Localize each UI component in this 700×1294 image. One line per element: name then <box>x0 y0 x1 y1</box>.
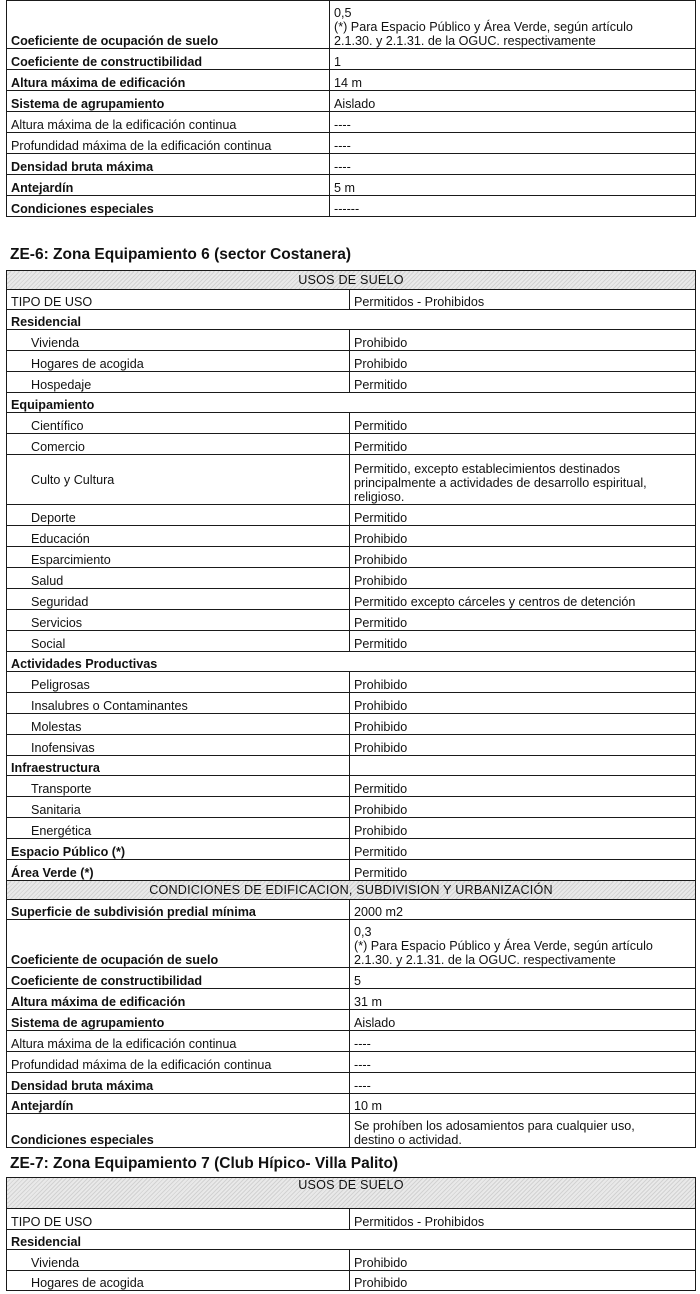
row-value: 5 m <box>330 175 696 196</box>
usos-header: USOS DE SUELO <box>7 1178 696 1209</box>
row-label: Coeficiente de ocupación de suelo <box>7 1 330 49</box>
table-row <box>7 505 696 526</box>
area-verde-value: Permitido <box>350 860 696 881</box>
table-row <box>7 818 696 839</box>
use-value: Permitido <box>350 776 696 797</box>
table-row <box>7 1031 696 1052</box>
zone6-table <box>6 270 696 1148</box>
use-label: Inofensivas <box>7 735 350 756</box>
row-label: Sistema de agrupamiento <box>7 91 330 112</box>
use-label: Vivienda <box>7 1250 350 1271</box>
section-row <box>7 393 696 413</box>
row-value: 5 <box>350 968 696 989</box>
row-value: 14 m <box>330 70 696 91</box>
use-label: Peligrosas <box>7 672 350 693</box>
use-label: Seguridad <box>7 589 350 610</box>
value-line: Se prohíben los adosamientos para cualquier uso, <box>354 1119 635 1133</box>
row-label: Profundidad máxima de la edificación continua <box>7 133 330 154</box>
row-value: Aislado <box>350 1010 696 1031</box>
use-label: Culto y Cultura <box>7 455 350 505</box>
value-line: 0,3 <box>354 925 372 939</box>
row-value: 1 <box>330 49 696 70</box>
section-label: Actividades Productivas <box>7 652 696 672</box>
row-value: ---- <box>350 1073 696 1094</box>
zone7-table-wrap <box>0 1177 696 1291</box>
table-row <box>7 672 696 693</box>
area-verde-label: Área Verde (*) <box>7 860 350 881</box>
row-label: Antejardín <box>7 1094 350 1114</box>
use-value: Prohibido <box>350 526 696 547</box>
table-row <box>7 372 696 393</box>
use-value: Prohibido <box>350 568 696 589</box>
use-value: Prohibido <box>350 818 696 839</box>
row-value: ------ <box>330 196 696 217</box>
row-label: Condiciones especiales <box>7 1114 350 1148</box>
use-value: Prohibido <box>350 351 696 372</box>
table-row <box>7 1052 696 1073</box>
use-value: Prohibido <box>350 1250 696 1271</box>
table-row <box>7 735 696 756</box>
value-line: (*) Para Espacio Público y Área Verde, según artículo <box>334 20 633 34</box>
use-label: Comercio <box>7 434 350 455</box>
table-row <box>7 330 696 351</box>
use-value: Prohibido <box>350 714 696 735</box>
use-value: Prohibido <box>350 797 696 818</box>
top-conditions-table <box>6 0 696 217</box>
table-row <box>7 714 696 735</box>
row-value <box>350 920 696 968</box>
row-label: Sistema de agrupamiento <box>7 1010 350 1031</box>
use-label: Esparcimiento <box>7 547 350 568</box>
tipo-value: Permitidos - Prohibidos <box>350 1209 696 1230</box>
table-row <box>7 631 696 652</box>
row-label: Altura máxima de edificación <box>7 70 330 91</box>
use-label: Social <box>7 631 350 652</box>
row-value <box>330 1 696 49</box>
value-line: 0,5 <box>334 6 352 20</box>
tipo-value: Permitidos - Prohibidos <box>350 290 696 310</box>
row-label: Densidad bruta máxima <box>7 154 330 175</box>
row-label: Antejardín <box>7 175 330 196</box>
row-value <box>350 1114 696 1148</box>
use-value: Prohibido <box>350 547 696 568</box>
table-row <box>7 797 696 818</box>
use-label: Educación <box>7 526 350 547</box>
value-line: 2.1.30. y 2.1.31. de la OGUC. respectivamente <box>354 953 616 967</box>
table-row <box>7 133 696 154</box>
table-row <box>7 1010 696 1031</box>
table-row <box>7 70 696 91</box>
use-label: Hogares de acogida <box>7 1271 350 1291</box>
table-row <box>7 1209 696 1230</box>
table-row <box>7 112 696 133</box>
use-label: Salud <box>7 568 350 589</box>
table-row <box>7 91 696 112</box>
use-label: Hogares de acogida <box>7 351 350 372</box>
table-row <box>7 920 696 968</box>
use-label: Sanitaria <box>7 797 350 818</box>
value-line: (*) Para Espacio Público y Área Verde, según artículo <box>354 939 653 953</box>
row-label: Densidad bruta máxima <box>7 1073 350 1094</box>
section-row <box>7 310 696 330</box>
table-row <box>7 989 696 1010</box>
row-value: 31 m <box>350 989 696 1010</box>
zone7-title: ZE-7: Zona Equipamiento 7 (Club Hípico- Villa Palito) <box>10 1155 399 1172</box>
row-label: Altura máxima de edificación <box>7 989 350 1010</box>
row-value: ---- <box>350 1031 696 1052</box>
section-row <box>7 652 696 672</box>
empty-cell <box>350 756 696 776</box>
row-label: Altura máxima de la edificación continua <box>7 112 330 133</box>
row-label: Altura máxima de la edificación continua <box>7 1031 350 1052</box>
use-value: Permitido, excepto establecimientos destinados principalmente a actividades de desarrollo espiritual, religioso. <box>350 455 696 505</box>
table-row <box>7 610 696 631</box>
use-value: Prohibido <box>350 672 696 693</box>
zone6-title: ZE-6: Zona Equipamiento 6 (sector Costanera) <box>10 246 352 263</box>
table-row <box>7 860 696 881</box>
use-label: Energética <box>7 818 350 839</box>
table-row <box>7 1271 696 1291</box>
row-value: ---- <box>330 112 696 133</box>
use-label: Molestas <box>7 714 350 735</box>
use-value: Permitido <box>350 505 696 526</box>
table-row <box>7 839 696 860</box>
table-row <box>7 881 696 900</box>
row-label: Coeficiente de ocupación de suelo <box>7 920 350 968</box>
table-row <box>7 49 696 70</box>
table-row <box>7 1094 696 1114</box>
table-row <box>7 271 696 290</box>
table-row <box>7 1250 696 1271</box>
table-row <box>7 154 696 175</box>
row-label: Condiciones especiales <box>7 196 330 217</box>
use-label: Hospedaje <box>7 372 350 393</box>
section-label: Infraestructura <box>7 756 350 776</box>
usos-header: USOS DE SUELO <box>7 271 696 290</box>
use-value: Permitido <box>350 610 696 631</box>
row-value: ---- <box>330 154 696 175</box>
use-value: Prohibido <box>350 693 696 714</box>
table-row <box>7 589 696 610</box>
use-label: Vivienda <box>7 330 350 351</box>
table-row <box>7 547 696 568</box>
table-row <box>7 351 696 372</box>
value-line: destino o actividad. <box>354 1133 462 1147</box>
use-label: Deporte <box>7 505 350 526</box>
use-value: Permitido excepto cárceles y centros de detención <box>350 589 696 610</box>
zone7-table <box>6 1177 696 1291</box>
row-label: Profundidad máxima de la edificación continua <box>7 1052 350 1073</box>
use-value: Prohibido <box>350 330 696 351</box>
table-row <box>7 196 696 217</box>
section-label: Residencial <box>7 1230 696 1250</box>
table-row <box>7 968 696 989</box>
row-value: ---- <box>350 1052 696 1073</box>
tipo-label: TIPO DE USO <box>7 290 350 310</box>
row-value: 2000 m2 <box>350 900 696 920</box>
section-label: Equipamiento <box>7 393 696 413</box>
table-row <box>7 1114 696 1148</box>
espacio-publico-value: Permitido <box>350 839 696 860</box>
table-row <box>7 568 696 589</box>
use-label: Insalubres o Contaminantes <box>7 693 350 714</box>
table-row <box>7 290 696 310</box>
table-row <box>7 756 696 776</box>
table-row <box>7 175 696 196</box>
top-conditions-table-wrap <box>0 0 696 217</box>
use-label: Servicios <box>7 610 350 631</box>
table-row <box>7 455 696 505</box>
condiciones-header: CONDICIONES DE EDIFICACION, SUBDIVISION Y URBANIZACIÓN <box>7 881 696 900</box>
table-row <box>7 434 696 455</box>
section-label: Residencial <box>7 310 696 330</box>
table-row <box>7 900 696 920</box>
zone6-table-wrap <box>0 270 696 1148</box>
table-row <box>7 526 696 547</box>
use-value: Permitido <box>350 372 696 393</box>
use-label: Científico <box>7 413 350 434</box>
table-row <box>7 1178 696 1209</box>
use-value: Permitido <box>350 434 696 455</box>
use-value: Prohibido <box>350 735 696 756</box>
use-label: Transporte <box>7 776 350 797</box>
use-value: Prohibido <box>350 1271 696 1291</box>
row-value: Aislado <box>330 91 696 112</box>
table-row <box>7 776 696 797</box>
row-value: ---- <box>330 133 696 154</box>
table-row <box>7 693 696 714</box>
use-value: Permitido <box>350 631 696 652</box>
table-row <box>7 1073 696 1094</box>
row-label: Coeficiente de constructibilidad <box>7 968 350 989</box>
row-label: Superficie de subdivisión predial mínima <box>7 900 350 920</box>
row-label: Coeficiente de constructibilidad <box>7 49 330 70</box>
use-value: Permitido <box>350 413 696 434</box>
section-row <box>7 1230 696 1250</box>
row-value: 10 m <box>350 1094 696 1114</box>
value-line: 2.1.30. y 2.1.31. de la OGUC. respectivamente <box>334 34 596 48</box>
table-row <box>7 413 696 434</box>
tipo-label: TIPO DE USO <box>7 1209 350 1230</box>
table-row <box>7 1 696 49</box>
espacio-publico-label: Espacio Público (*) <box>7 839 350 860</box>
